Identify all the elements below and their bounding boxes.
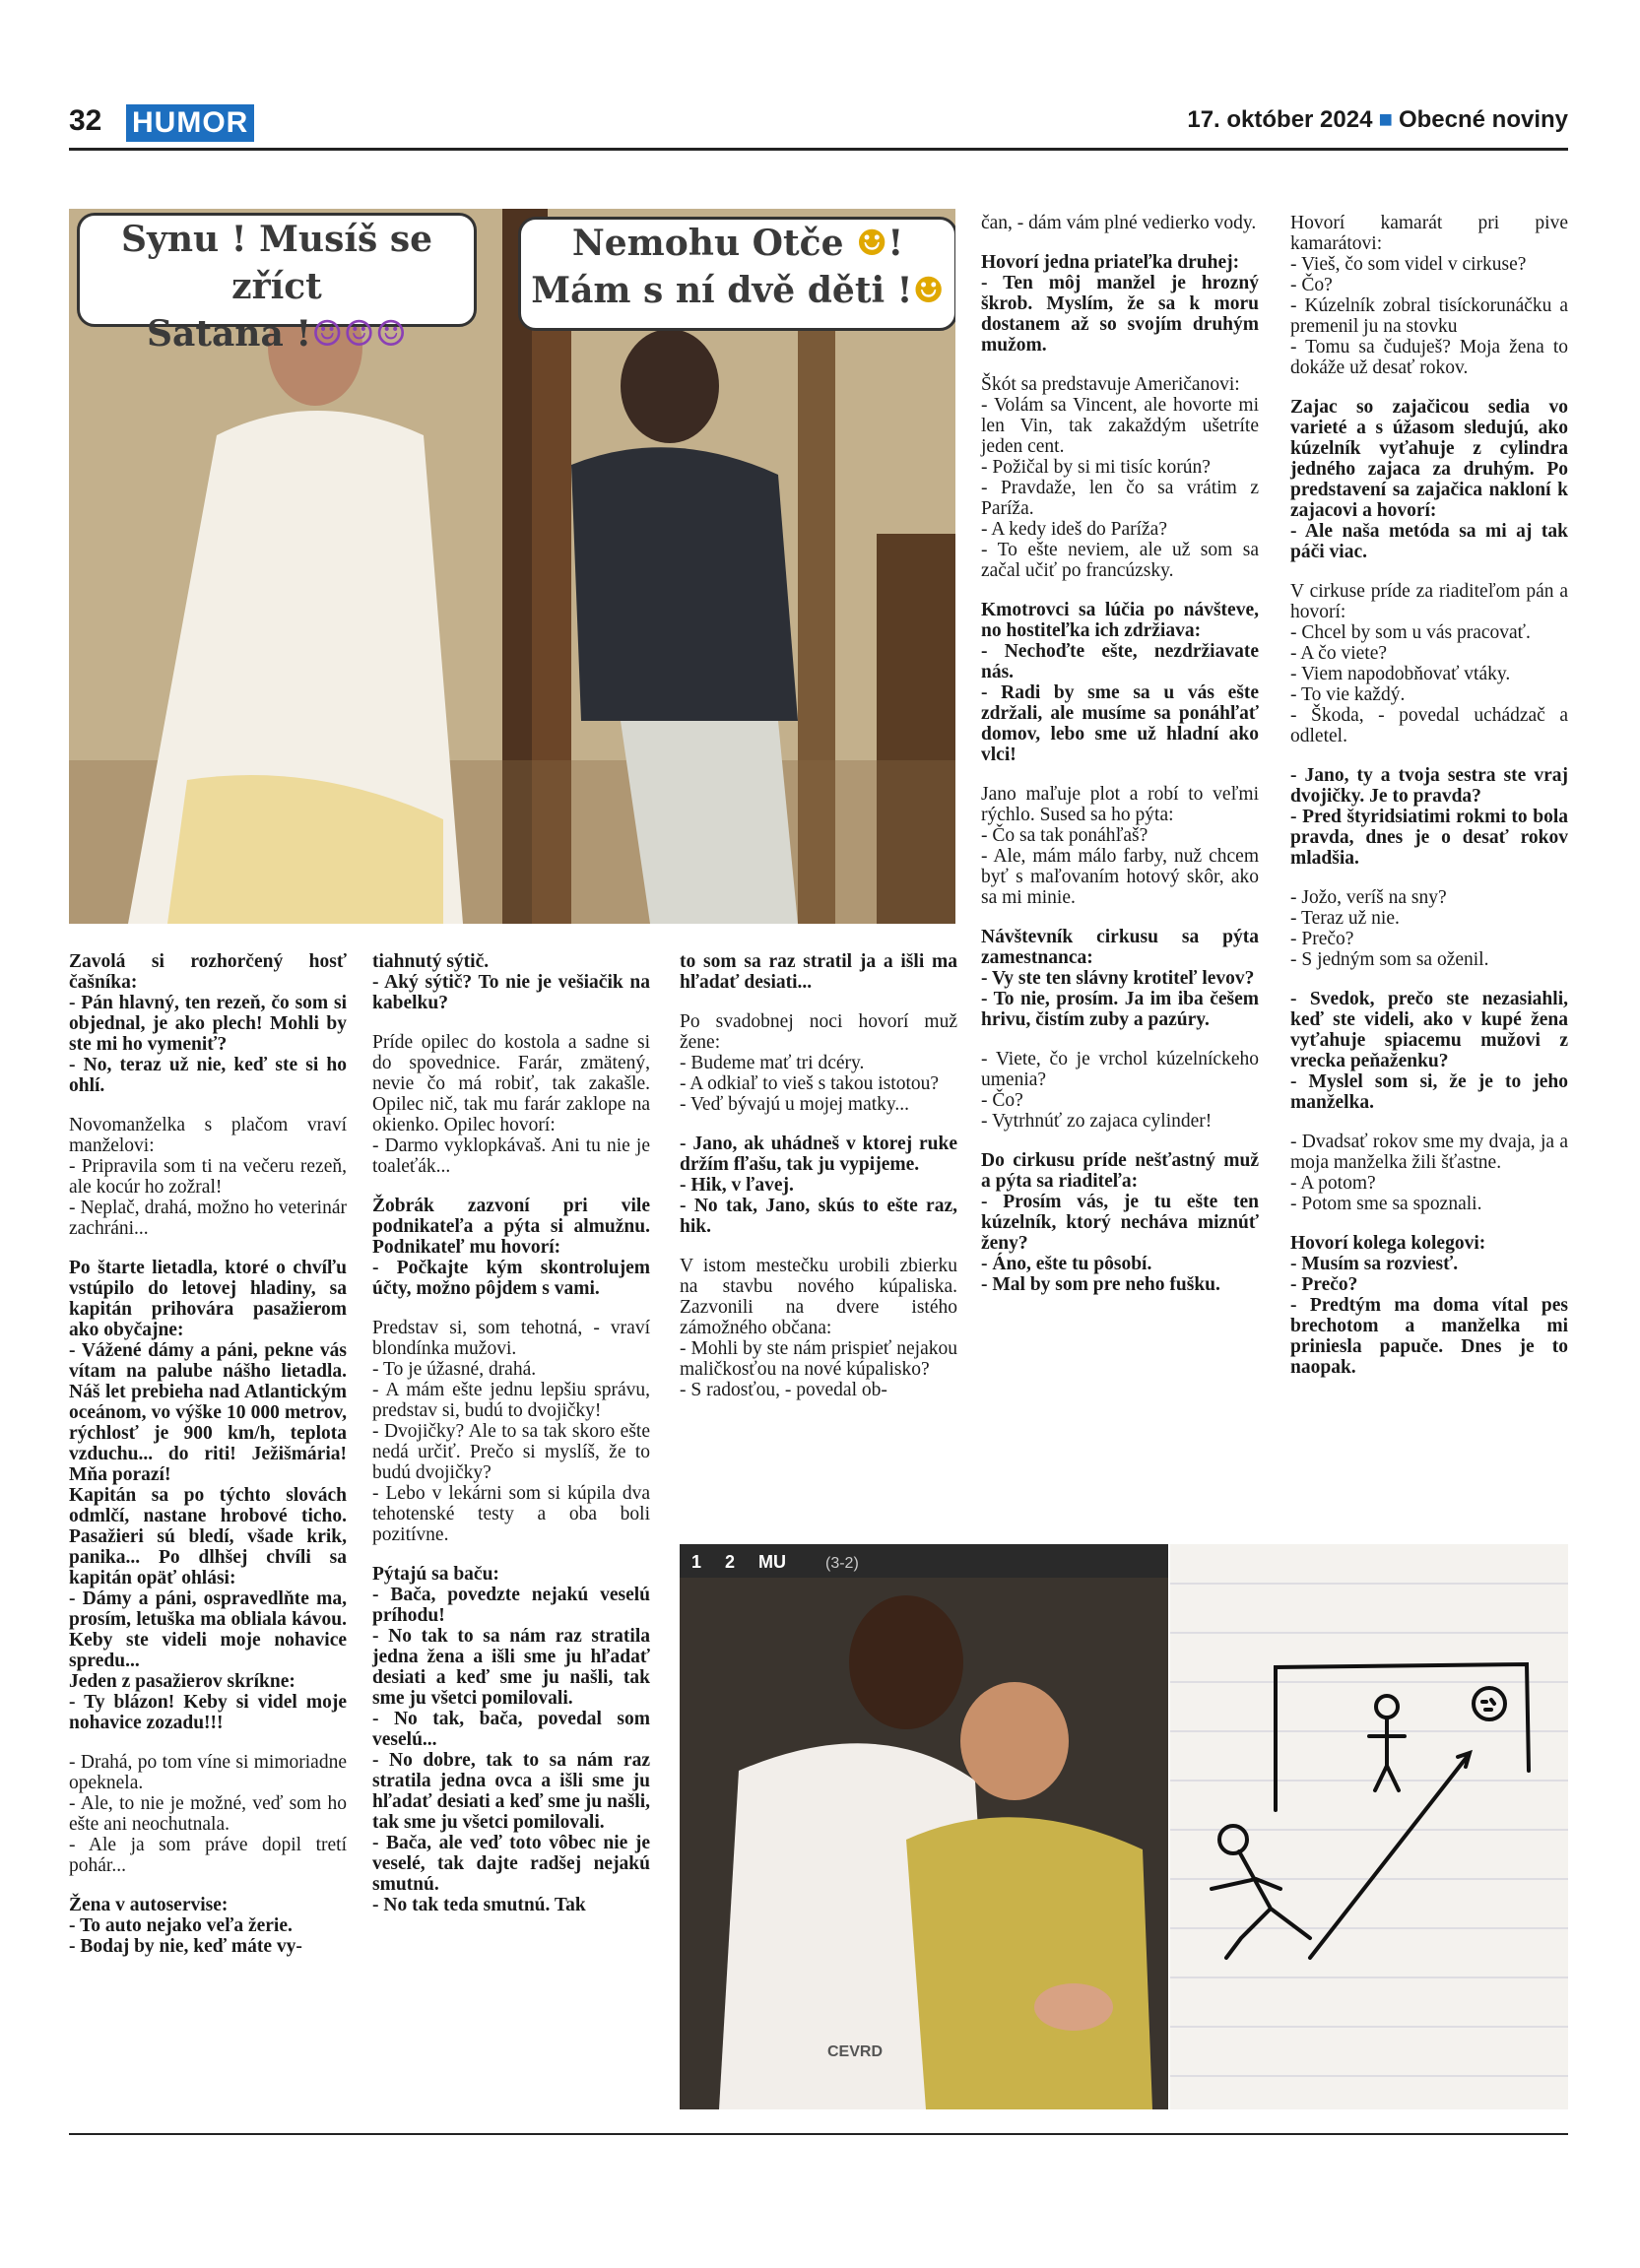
joke-line: Pýtajú sa baču: xyxy=(372,1564,499,1585)
joke-line: - Radi by sme sa u vás ešte zdržali, ale musíme sa ponáhľať domov, lebo sme už hladní ako vlci! xyxy=(981,682,1259,765)
joke-line: - To ešte neviem, ale už som sa začal učiť po francúzsky. xyxy=(981,540,1259,581)
joke-line: - Veď bývajú u mojej matky... xyxy=(680,1094,910,1115)
joke-line: - Počkajte kým skontrolujem účty, možno pôjdem s vami. xyxy=(372,1258,650,1299)
joke-line: - Mohli by ste nám prispieť nejakou maličkosťou na nové kúpalisko? xyxy=(680,1338,957,1380)
joke-line: - Vážené dámy a páni, pekne vás vítam na palube nášho lietadla. Náš let prebieha nad Atlantickým oceánom, vo výške 10 000 metrov, rýchlosť je 900 km/h, teplota vzduchu... do riti! Ježišmária! Mňa porazí! xyxy=(69,1340,347,1485)
flushed-emoji-icon: ☻ xyxy=(912,270,945,311)
joke-line: - Áno, ešte tu pôsobí. xyxy=(981,1254,1152,1274)
joke-line: - Vy ste ten slávny krotiteľ levov? xyxy=(981,968,1255,989)
joke-line: - Hik, v ľavej. xyxy=(680,1175,794,1196)
joke-line: Po svadobnej noci hovorí muž žene: xyxy=(680,1011,957,1053)
joke-line: - Dvadsať rokov sme my dvaja, ja a moja manželka žili šťastne. xyxy=(1290,1132,1568,1173)
joke-line: - Vieš, čo som videl v cirkuse? xyxy=(1290,254,1527,275)
joke-line: Predstav si, som tehotná, - vraví blondínka mužovi. xyxy=(372,1318,650,1359)
joke-paragraph xyxy=(1290,989,1568,1113)
joke-line: - No tak to sa nám raz stratila jedna žena a išli sme ju hľadať desiati a keď sme ju našli, tak sme ju všetci pomilovali. xyxy=(372,1626,650,1709)
bubble-priest-line-1: Synu ! Musíš se zříct xyxy=(120,219,433,307)
joke-line: - To nie, prosím. Ja im iba češem hrivu, čistím zuby a pazúry. xyxy=(981,989,1259,1030)
joke-line: - Myslel som si, že je to jeho manželka. xyxy=(1290,1071,1568,1113)
page-header xyxy=(69,104,1568,148)
joke-paragraph xyxy=(69,951,347,1096)
joke-line: Škót sa predstavuje Američanovi: xyxy=(981,374,1240,395)
joke-line: Hovorí kolega kolegovi: xyxy=(1290,1233,1486,1254)
joke-line: - Čo sa tak ponáhľaš? xyxy=(981,825,1148,846)
column-2 xyxy=(372,951,650,1934)
column-5 xyxy=(1290,213,1568,1396)
footer-rule xyxy=(69,2133,1568,2135)
joke-paragraph xyxy=(372,1318,650,1545)
bubble-son-line-1: Nemohu Otče ☻! xyxy=(571,223,904,264)
joke-line: - Bača, povedzte nejakú veselú príhodu! xyxy=(372,1585,650,1626)
joke-line: to som sa raz stratil ja a išli ma hľadať desiati... xyxy=(680,951,957,993)
column-3 xyxy=(680,951,957,1419)
joke-line: - Čo? xyxy=(1290,275,1333,295)
joke-line: - Bača, ale veď toto vôbec nie je veselé, tak dajte radšej nejakú smutnú. xyxy=(372,1833,650,1895)
joke-paragraph xyxy=(1290,213,1568,378)
joke-line: Žena v autoservise: xyxy=(69,1895,229,1915)
joke-line: - Kúzelník zobral tisíckorunáčku a premenil ju na stovku xyxy=(1290,295,1568,337)
joke-line: - S radosťou, - povedal ob- xyxy=(680,1380,887,1400)
shirt-sponsor: CEVRD xyxy=(827,2043,884,2060)
joke-paragraph xyxy=(1290,1132,1568,1214)
joke-line: - Požičal by si mi tisíc korún? xyxy=(981,457,1211,478)
joke-line: - S jedným som sa oženil. xyxy=(1290,949,1489,970)
joke-line: - Chcel by som u vás pracovať. xyxy=(1290,622,1531,643)
joke-line: - Jano, ak uhádneš v ktorej ruke držím fľašu, tak ju vypijeme. xyxy=(680,1134,957,1175)
joke-line: tiahnutý sýtič. xyxy=(372,951,490,972)
joke-line: - Nechoďte ešte, nezdržiavate nás. xyxy=(981,641,1259,682)
joke-line: Žobrák zazvoní pri vile podnikateľa a pýta si almužnu. Podnikateľ mu hovorí: xyxy=(372,1196,650,1258)
joke-line: - Budeme mať tri dcéry. xyxy=(680,1053,865,1073)
joke-line: Novomanželka s plačom vraví manželovi: xyxy=(69,1115,347,1156)
speech-bubble-priest xyxy=(77,213,477,355)
joke-line: Hovorí kamarát pri pive kamarátovi: xyxy=(1290,213,1568,254)
score-aggregate: (3-2) xyxy=(825,1555,859,1572)
joke-paragraph xyxy=(1290,887,1568,970)
joke-line: - Viem napodobňovať vtáky. xyxy=(1290,664,1511,684)
joke-line: Kapitán sa po týchto slovách odmlčí, nastane hrobové ticho. Pasažieri sú bledí, všade krik, panika... Po dlhšej chvíli sa kapitán opäť ohlási: xyxy=(69,1485,347,1588)
joke-line: - To je úžasné, drahá. xyxy=(372,1359,537,1380)
score-team: MU xyxy=(758,1552,786,1572)
joke-line: - Neplač, drahá, možno ho veterinár zachráni... xyxy=(69,1198,347,1239)
page-number: 32 xyxy=(69,104,102,137)
joke-line: - Ty blázon! Keby si videl moje nohavice zozadu!!! xyxy=(69,1692,347,1733)
joke-line: - Drahá, po tom víne si mimoriadne opeknela. xyxy=(69,1752,347,1793)
joke-line: - Jožo, veríš na sny? xyxy=(1290,887,1447,908)
joke-line: - Dvojičky? Ale to sa tak skoro ešte nedá určiť. Prečo si myslíš, že to budú dvojičky? xyxy=(372,1421,650,1483)
score-home: 1 xyxy=(691,1552,702,1572)
joke-paragraph xyxy=(981,600,1259,765)
joke-line: V cirkuse príde za riaditeľom pán a hovorí: xyxy=(1290,581,1568,622)
joke-paragraph xyxy=(372,951,650,1013)
issue-date: 17. október 2024 xyxy=(1187,106,1373,133)
joke-line: V istom mestečku urobili zbierku na stavbu nového kúpaliska. Zazvonili na dvere istého zámožného občana: xyxy=(680,1256,957,1338)
bubble-son-line-2: Mám s ní dvě děti !☻ xyxy=(531,270,945,311)
joke-paragraph xyxy=(981,784,1259,908)
joke-paragraph xyxy=(1290,765,1568,869)
joke-paragraph xyxy=(981,1150,1259,1295)
joke-line: - Bodaj by nie, keď máte vy- xyxy=(69,1936,302,1957)
joke-line: - Škoda, - povedal uchádzač a odletel. xyxy=(1290,705,1568,746)
joke-line: čan, - dám vám plné vedierko vody. xyxy=(981,213,1257,233)
joke-paragraph xyxy=(981,374,1259,581)
joke-line: - Pripravila som ti na večeru rezeň, ale kocúr ho zožral! xyxy=(69,1156,347,1198)
joke-paragraph xyxy=(1290,397,1568,562)
joke-paragraph xyxy=(69,1895,347,1957)
header-rule xyxy=(69,148,1568,151)
dateline xyxy=(1187,106,1568,134)
joke-line: Návštevník cirkusu sa pýta zamestnanca: xyxy=(981,927,1259,968)
joke-paragraph xyxy=(680,1256,957,1400)
joke-line: Kmotrovci sa lúčia po návšteve, no hostiteľka ich zdržiava: xyxy=(981,600,1259,641)
joke-line: Po štarte lietadla, ktoré o chvíľu vstúpilo do letovej hladiny, sa kapitán prihovára pasažierom ako obyčajne: xyxy=(69,1258,347,1340)
joke-line: - Ale, to nie je možné, veď som ho ešte ani neochutnala. xyxy=(69,1793,347,1835)
joke-paragraph xyxy=(680,1011,957,1115)
joke-line: - Teraz už nie. xyxy=(1290,908,1400,929)
joke-line: - Lebo v lekárni som si kúpila dva tehotenské testy a oba boli pozitívne. xyxy=(372,1483,650,1545)
section-title: HUMOR xyxy=(126,104,254,142)
joke-line: - Mal by som pre neho fušku. xyxy=(981,1274,1220,1295)
joke-line: - A kedy ideš do Paríža? xyxy=(981,519,1167,540)
joke-line: - Prečo? xyxy=(1290,1274,1358,1295)
joke-line: - Svedok, prečo ste nezasiahli, keď ste videli, ako v kupé žena vyťahuje spiacemu mužovi z vrecka peňaženku? xyxy=(1290,989,1568,1071)
bubble-priest-line-2: Satana !☺☺☺ xyxy=(147,313,407,355)
joke-paragraph xyxy=(981,1049,1259,1132)
joke-line: - Pán hlavný, ten rezeň, čo som si objednal, je ako plech! Mohli by ste mi ho vymeniť? xyxy=(69,993,347,1055)
joke-paragraph xyxy=(372,1032,650,1177)
joke-line: Zajac so zajačicou sedia vo varieté a s úžasom sledujú, ako kúzelník vyťahuje z cylindra jedného zajaca za druhým. Po predstavení sa zajačica nakloní k zajacovi a hovorí: xyxy=(1290,397,1568,521)
joke-line: - Ale ja som práve dopil tretí pohár... xyxy=(69,1835,347,1876)
joke-paragraph xyxy=(1290,581,1568,746)
football-cartoon xyxy=(680,1544,1568,2109)
joke-line: - Čo? xyxy=(981,1090,1023,1111)
joke-line: Jeden z pasažierov skríkne: xyxy=(69,1671,295,1692)
joke-paragraph xyxy=(372,1196,650,1299)
joke-paragraph xyxy=(69,1258,347,1733)
football-illustration xyxy=(680,1544,1568,2109)
grimace-emoji-icon: ☻ xyxy=(856,223,888,264)
joke-line: - Pravdaže, len čo sa vrátim z Paríža. xyxy=(981,478,1259,519)
joke-line: Do cirkusu príde nešťastný muž a pýta sa riaditeľa: xyxy=(981,1150,1259,1192)
joke-line: - A mám ešte jednu lepšiu správu, predstav si, budú to dvojičky! xyxy=(372,1380,650,1421)
joke-line: - Jano, ty a tvoja sestra ste vraj dvojičky. Je to pravda? xyxy=(1290,765,1568,807)
joke-line: - Darmo vyklopkávaš. Ani tu nie je toaleťák... xyxy=(372,1135,650,1177)
joke-line: - Predtým ma doma vítal pes brechotom a manželka mi priniesla papuče. Dnes je to naopak. xyxy=(1290,1295,1568,1378)
devil-emoji-icon: ☺☺☺ xyxy=(311,313,407,355)
joke-line: - Ale, mám málo farby, nuž chcem byť s maľovaním hotový skôr, ako sa mi minie. xyxy=(981,846,1259,908)
joke-line: Zavolá si rozhorčený hosť čašníka: xyxy=(69,951,347,993)
joke-line: - Ale naša metóda sa mi aj tak páči viac. xyxy=(1290,521,1568,562)
confession-cartoon xyxy=(69,209,955,924)
separator-dot: ■ xyxy=(1378,106,1393,133)
joke-line: - Musím sa rozviesť. xyxy=(1290,1254,1459,1274)
joke-line: - To vie každý. xyxy=(1290,684,1406,705)
joke-paragraph xyxy=(69,1752,347,1876)
joke-paragraph xyxy=(372,1564,650,1915)
column-1 xyxy=(69,951,347,1976)
joke-paragraph xyxy=(69,1115,347,1239)
joke-line: - Potom sme sa spoznali. xyxy=(1290,1194,1482,1214)
joke-line: - A čo viete? xyxy=(1290,643,1388,664)
joke-line: - No tak teda smutnú. Tak xyxy=(372,1895,586,1915)
joke-line: - Volám sa Vincent, ale hovorte mi len Vin, tak zakaždým ušetríte jeden cent. xyxy=(981,395,1259,457)
joke-line: - Prečo? xyxy=(1290,929,1354,949)
joke-line: Jano maľuje plot a robí to veľmi rýchlo. Sused sa ho pýta: xyxy=(981,784,1259,825)
joke-line: - A odkiaľ to vieš s takou istotou? xyxy=(680,1073,940,1094)
joke-line: Príde opilec do kostola a sadne si do spovednice. Farár, zmätený, nevie čo má robiť, tak zakašle. Opilec nič, tak mu farár zaklope na okienko. Opilec hovorí: xyxy=(372,1032,650,1135)
joke-line: - Viete, čo je vrchol kúzelníckeho umenia? xyxy=(981,1049,1259,1090)
joke-line: Hovorí jedna priateľka druhej: xyxy=(981,252,1240,273)
joke-line: - Dámy a páni, ospravedlňte ma, prosím, letuška ma obliala kávou. Keby ste videli moje nohavice spredu... xyxy=(69,1588,347,1671)
joke-paragraph xyxy=(680,1134,957,1237)
publication-name: Obecné noviny xyxy=(1398,106,1568,133)
joke-line: - No dobre, tak to sa nám raz stratila jedna ovca a išli sme ju hľadať desiati a keď sme ju našli, tak sme ju všetci pomilovali. xyxy=(372,1750,650,1833)
joke-paragraph xyxy=(981,213,1259,233)
joke-line: - No, teraz už nie, keď ste si ho ohlí. xyxy=(69,1055,347,1096)
joke-line: - Prosím vás, je tu ešte ten kúzelník, ktorý necháva miznúť ženy? xyxy=(981,1192,1259,1254)
joke-paragraph xyxy=(680,951,957,993)
joke-line: - To auto nejako veľa žerie. xyxy=(69,1915,293,1936)
joke-line: - Ten môj manžel je hrozný škrob. Myslím, že sa k moru dostanem až so svojím druhým mužom. xyxy=(981,273,1259,356)
joke-paragraph xyxy=(981,927,1259,1030)
joke-line: - A potom? xyxy=(1290,1173,1376,1194)
joke-line: - No tak, bača, povedal som veselú... xyxy=(372,1709,650,1750)
speech-bubble-son xyxy=(518,217,955,331)
joke-paragraph xyxy=(981,252,1259,356)
joke-line: - Pred štyridsiatimi rokmi to bola pravda, dnes je o desať rokov mladšia. xyxy=(1290,807,1568,869)
joke-line: - No tak, Jano, skús to ešte raz, hik. xyxy=(680,1196,957,1237)
joke-line: - Aký sýtič? To nie je vešiačik na kabelku? xyxy=(372,972,650,1013)
joke-line: - Vytrhnúť zo zajaca cylinder! xyxy=(981,1111,1213,1132)
column-4 xyxy=(981,213,1259,1314)
joke-paragraph xyxy=(1290,1233,1568,1378)
joke-line: - Tomu sa čuduješ? Moja žena to dokáže už desať rokov. xyxy=(1290,337,1568,378)
score-away: 2 xyxy=(725,1552,736,1572)
